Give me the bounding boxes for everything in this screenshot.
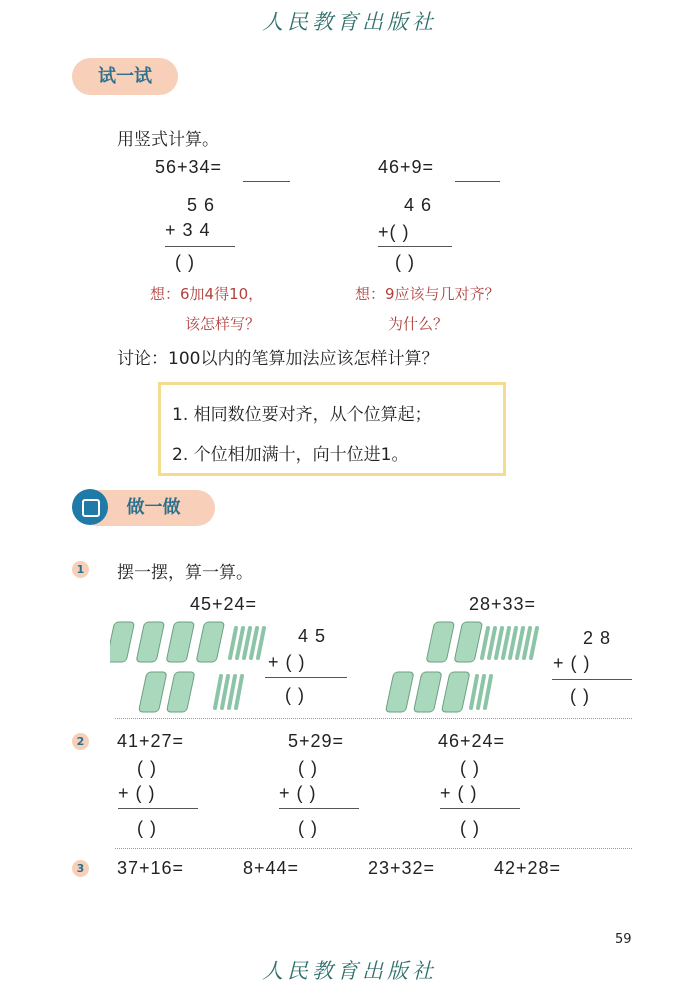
stick-bundle	[413, 672, 442, 712]
vertical-top: 2 8	[583, 628, 612, 648]
sum-line	[552, 679, 632, 680]
vertical-top[interactable]: ( )	[137, 758, 157, 778]
hint: 为什么？	[388, 315, 449, 333]
vertical-result[interactable]: ( )	[285, 685, 305, 705]
exercise-number: 3	[72, 860, 89, 877]
hint: 想：9应该与几对齐？	[355, 285, 500, 303]
divider	[115, 848, 632, 849]
equation: 37+16=	[117, 858, 185, 878]
equation: 28+33=	[469, 594, 537, 614]
vertical-addend[interactable]: + ( )	[268, 652, 306, 672]
vertical-result[interactable]: ( )	[298, 818, 318, 838]
rule: 2. 个位相加满十，向十位进1。	[172, 445, 409, 465]
hint: 该怎样写？	[185, 315, 261, 333]
vertical-top[interactable]: ( )	[460, 758, 480, 778]
stick-bundle	[166, 622, 195, 662]
stick-bundle	[136, 622, 165, 662]
instruction: 用竖式计算。	[117, 130, 219, 150]
stick-bundle	[110, 622, 135, 662]
sum-line	[279, 808, 359, 809]
equation: 56+34=	[155, 157, 223, 177]
vertical-addend[interactable]: +( )	[378, 222, 410, 242]
stick-bundle	[454, 622, 483, 662]
page-number: 59	[615, 932, 632, 947]
sum-line	[378, 246, 452, 247]
try-section-title: 试一试	[72, 58, 178, 95]
vertical-addend: + 3 4	[165, 220, 211, 240]
vertical-addend[interactable]: + ( )	[279, 783, 317, 803]
sum-line	[440, 808, 520, 809]
vertical-addend[interactable]: + ( )	[440, 783, 478, 803]
sticks-illustration	[110, 620, 270, 715]
vertical-top[interactable]: ( )	[298, 758, 318, 778]
exercise-number: 2	[72, 733, 89, 750]
stick-bundle	[441, 672, 470, 712]
answer-blank[interactable]	[243, 181, 290, 182]
vertical-addend[interactable]: + ( )	[553, 653, 591, 673]
stick-bundle	[166, 672, 195, 712]
equation: 46+9=	[378, 157, 435, 177]
discussion: 讨论：100以内的笔算加法应该怎样计算？	[117, 349, 439, 369]
equation: 41+27=	[117, 731, 185, 751]
equation: 42+28=	[494, 858, 562, 878]
vertical-addend[interactable]: + ( )	[118, 783, 156, 803]
stick-bundle	[385, 672, 414, 712]
vertical-top: 4 6	[404, 195, 433, 215]
divider	[115, 718, 632, 719]
hint: 想：6加4得10，	[150, 285, 264, 303]
stick-bundle	[196, 622, 225, 662]
publisher-logo-top: 人民教育出版社	[262, 10, 437, 34]
sum-line	[265, 677, 347, 678]
sticks-illustration	[385, 620, 555, 715]
equation: 8+44=	[243, 858, 300, 878]
stick-bundle	[426, 622, 455, 662]
stick-bundle	[138, 672, 167, 712]
sum-line	[118, 808, 198, 809]
instruction: 摆一摆，算一算。	[117, 563, 253, 583]
equation: 46+24=	[438, 731, 506, 751]
vertical-result[interactable]: ( )	[175, 252, 195, 272]
pencil-icon	[72, 489, 108, 525]
vertical-top: 4 5	[298, 626, 327, 646]
vertical-top: 5 6	[187, 195, 216, 215]
answer-blank[interactable]	[455, 181, 500, 182]
equation: 23+32=	[368, 858, 436, 878]
equation: 5+29=	[288, 731, 345, 751]
vertical-result[interactable]: ( )	[570, 686, 590, 706]
vertical-result[interactable]: ( )	[137, 818, 157, 838]
sum-line	[165, 246, 235, 247]
rule: 1. 相同数位要对齐，从个位算起；	[172, 405, 432, 425]
vertical-result[interactable]: ( )	[395, 252, 415, 272]
vertical-result[interactable]: ( )	[460, 818, 480, 838]
exercise-number: 1	[72, 561, 89, 578]
do-section-title: 做一做	[80, 490, 215, 526]
publisher-logo-bottom: 人民教育出版社	[262, 959, 437, 983]
equation: 45+24=	[190, 594, 258, 614]
